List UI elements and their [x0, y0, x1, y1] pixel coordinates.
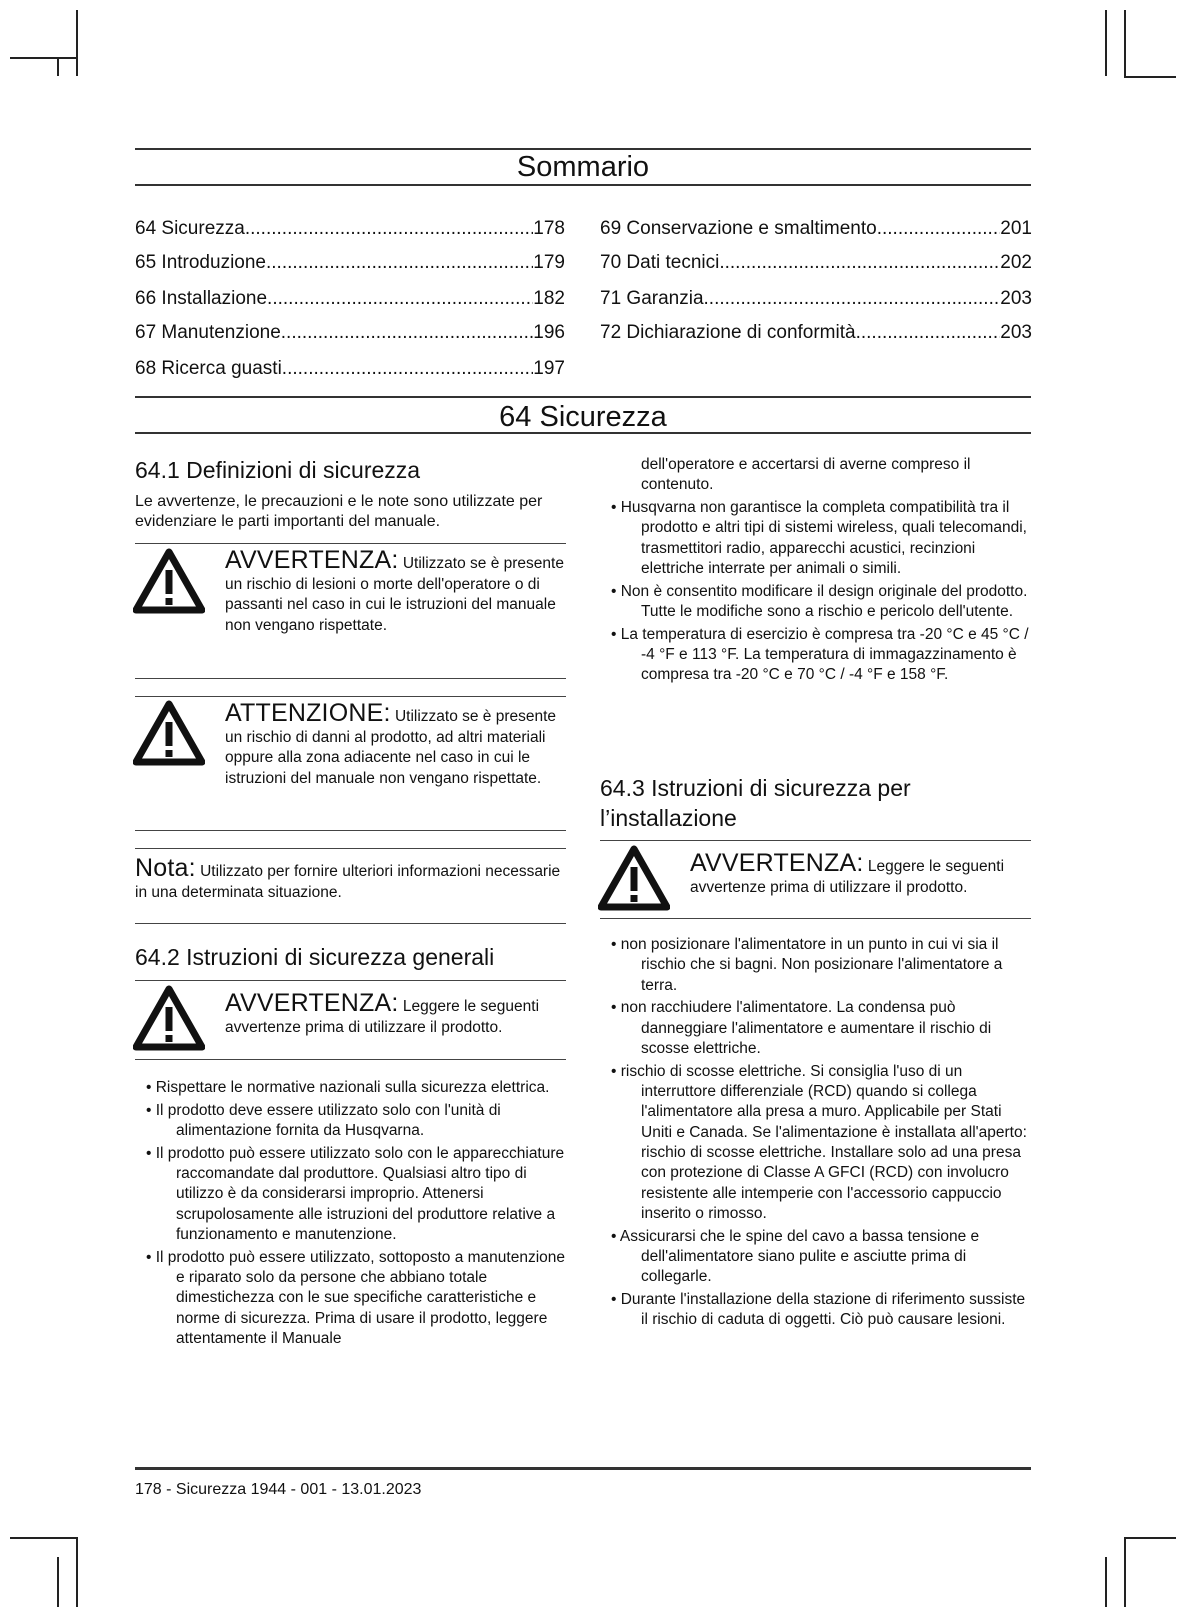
section-intro: Le avvertenze, le precauzioni e le note sono utilizzate per evidenziare le parti importanti del manuale.	[135, 493, 543, 530]
list-item: • Durante l'installazione della stazione di riferimento sussiste il rischio di caduta di oggetti. Ciò può causare lesioni.	[600, 1290, 1036, 1331]
toc-entry[interactable]: 69 Conservazione e smaltimento ..... 201	[600, 218, 1032, 240]
warning-triangle-icon	[133, 700, 205, 766]
section-heading-64-2: 64.2 Istruzioni di sicurezza generali	[135, 944, 495, 970]
toc-entry[interactable]: 70 Dati tecnici ..... 202	[600, 252, 1032, 274]
general-safety-list	[135, 1078, 570, 1352]
warning-triangle-icon	[598, 845, 670, 911]
list-item: • rischio di scosse elettriche. Si consiglia l'uso di un interruttore differenziale (RCD) quando si collega l'alimentatore alla presa a muro. Applicabile per Stati Uniti e Canada. Se l'alimentazione è installata all'aperto: rischio di scosse elettriche. Installare solo ad una presa con protezione di Classe A GFCI (RCD) con involucro resistente alle intemperie con l'accessorio cappuccio inserito o rimosso.	[600, 1062, 1036, 1224]
toc-entry[interactable]: 66 Installazione ..... 182	[135, 288, 565, 310]
crop-mark-br-h	[1124, 1537, 1176, 1539]
bullet-continuation: dell'operatore e accertarsi di averne compreso il contenuto.	[641, 456, 971, 494]
warning-installation: AVVERTENZA: Leggere le seguenti avvertenze prima di utilizzare il prodotto.	[690, 849, 1005, 896]
warning2-box-rule-top	[135, 980, 566, 981]
caution-box-rule-top	[135, 696, 566, 697]
crop-mark-bl-v2	[57, 1557, 59, 1607]
warning-label: AVVERTENZA:	[690, 849, 864, 877]
note-label: Nota:	[135, 854, 196, 882]
crop-mark-br-v	[1124, 1537, 1126, 1607]
chapter-rule-bottom	[135, 432, 1031, 434]
list-item: • Non è consentito modificare il design originale del prodotto. Tutte le modifiche sono a rischio e pericolo dell'utente.	[600, 582, 1035, 623]
toc-entry[interactable]: 72 Dichiarazione di conformità ..... 203	[600, 322, 1032, 344]
crop-mark-tl-h	[10, 57, 76, 59]
installation-safety-list	[600, 935, 1036, 1333]
warning-triangle-icon	[133, 548, 205, 614]
warning3-box-rule-top	[600, 840, 1031, 841]
crop-mark-bl-h	[10, 1537, 78, 1539]
list-item: • Assicurarsi che le spine del cavo a bassa tensione e dell'alimentatore siano pulite e asciutte prima di collegarle.	[600, 1227, 1036, 1288]
list-item: • Il prodotto può essere utilizzato solo con le apparecchiature raccomandate dal produttore. Qualsiasi altro tipo di utilizzo è da considerarsi improprio. Attenersi scrupolosamente alle istruzioni del produttore relative a funzionamento e manutenzione.	[135, 1144, 570, 1245]
crop-mark-tl-v	[76, 10, 78, 76]
toc-entry[interactable]: 68 Ricerca guasti ..... 197	[135, 358, 565, 380]
toc-entry[interactable]: 65 Introduzione ..... 179	[135, 252, 565, 274]
note-definition: Nota: Utilizzato per fornire ulteriori informazioni necessarie in una determinata situazione.	[135, 854, 561, 901]
warning-definition: AVVERTENZA: Utilizzato se è presente un rischio di lesioni o morte dell'operatore o di passanti nel caso in cui le istruzioni del manuale non vengano rispettate.	[225, 546, 564, 634]
toc-entry[interactable]: 67 Manutenzione ..... 196	[135, 322, 565, 344]
warning3-box-rule-bottom	[600, 918, 1031, 919]
toc-entry[interactable]: 71 Garanzia ..... 203	[600, 288, 1032, 310]
warning-label: AVVERTENZA:	[225, 989, 399, 1017]
toc-rule-bottom	[135, 184, 1031, 186]
warning-general: AVVERTENZA: Leggere le seguenti avvertenze prima di utilizzare il prodotto.	[225, 989, 540, 1036]
section-heading-64-1: 64.1 Definizioni di sicurezza	[135, 457, 421, 483]
page-footer: 178 - Sicurezza 1944 - 001 - 13.01.2023	[135, 1481, 422, 1498]
caution-definition: ATTENZIONE: Utilizzato se è presente un rischio di danni al prodotto, ad altri materiali oppure alla zona adiacente nel caso in cui le istruzioni del manuale non vengano rispettate.	[225, 699, 557, 787]
note-box-rule-bottom	[135, 923, 566, 924]
section-heading-64-3: 64.3 Istruzioni di sicurezza per l’installazione	[600, 775, 911, 831]
list-item: • Il prodotto può essere utilizzato, sottoposto a manutenzione e riparato solo da persone che abbiano totale dimestichezza con le sue specifiche caratteristiche e norme di sicurezza. Prima di usare il prodotto, leggere attentamente il Manuale	[135, 1248, 570, 1349]
list-item: • Il prodotto deve essere utilizzato solo con l'unità di alimentazione fornita da Husqvarna.	[135, 1101, 570, 1142]
warning-box-rule-bottom	[135, 678, 566, 679]
toc-title: Sommario	[516, 151, 650, 183]
warning-triangle-icon	[133, 985, 205, 1051]
warning2-box-rule-bottom	[135, 1059, 566, 1060]
crop-mark-tr-v	[1105, 10, 1107, 76]
note-box-rule-top	[135, 848, 566, 849]
warning-label: AVVERTENZA:	[225, 546, 399, 574]
footer-rule	[135, 1467, 1031, 1470]
list-item: • Rispettare le normative nazionali sulla sicurezza elettrica.	[135, 1078, 570, 1098]
crop-mark-tr-v2	[1124, 10, 1126, 76]
warning-box-rule-top	[135, 543, 566, 544]
list-item: • La temperatura di esercizio è compresa tra -20 °C e 45 °C / -4 °F e 113 °F. La temperatura di immagazzinamento è compresa tra -20 °C e 70 °C / -4 °F e 158 °F.	[600, 625, 1035, 686]
general-safety-list-continued	[600, 498, 1035, 688]
list-item: • Husqvarna non garantisce la completa compatibilità tra il prodotto e altri tipi di sistemi wireless, quali telecomandi, trasmettitori radio, apparecchi acustici, recinzioni elettriche interrate per animali o simili.	[600, 498, 1035, 579]
crop-mark-br-v2	[1105, 1557, 1107, 1607]
crop-mark-tl-v2	[57, 57, 59, 76]
crop-mark-bl-v	[76, 1537, 78, 1607]
toc-entry[interactable]: 64 Sicurezza ..... 178	[135, 218, 565, 240]
list-item: • non posizionare l'alimentatore in un punto in cui vi sia il rischio che si bagni. Non posizionare l'alimentatore a terra.	[600, 935, 1036, 996]
caution-label: ATTENZIONE:	[225, 699, 391, 727]
chapter-title: 64 Sicurezza	[499, 401, 667, 433]
caution-box-rule-bottom	[135, 830, 566, 831]
crop-mark-tr-h	[1124, 76, 1176, 78]
list-item: • non racchiudere l'alimentatore. La condensa può danneggiare l'alimentatore e aumentare il rischio di scosse elettriche.	[600, 998, 1036, 1059]
